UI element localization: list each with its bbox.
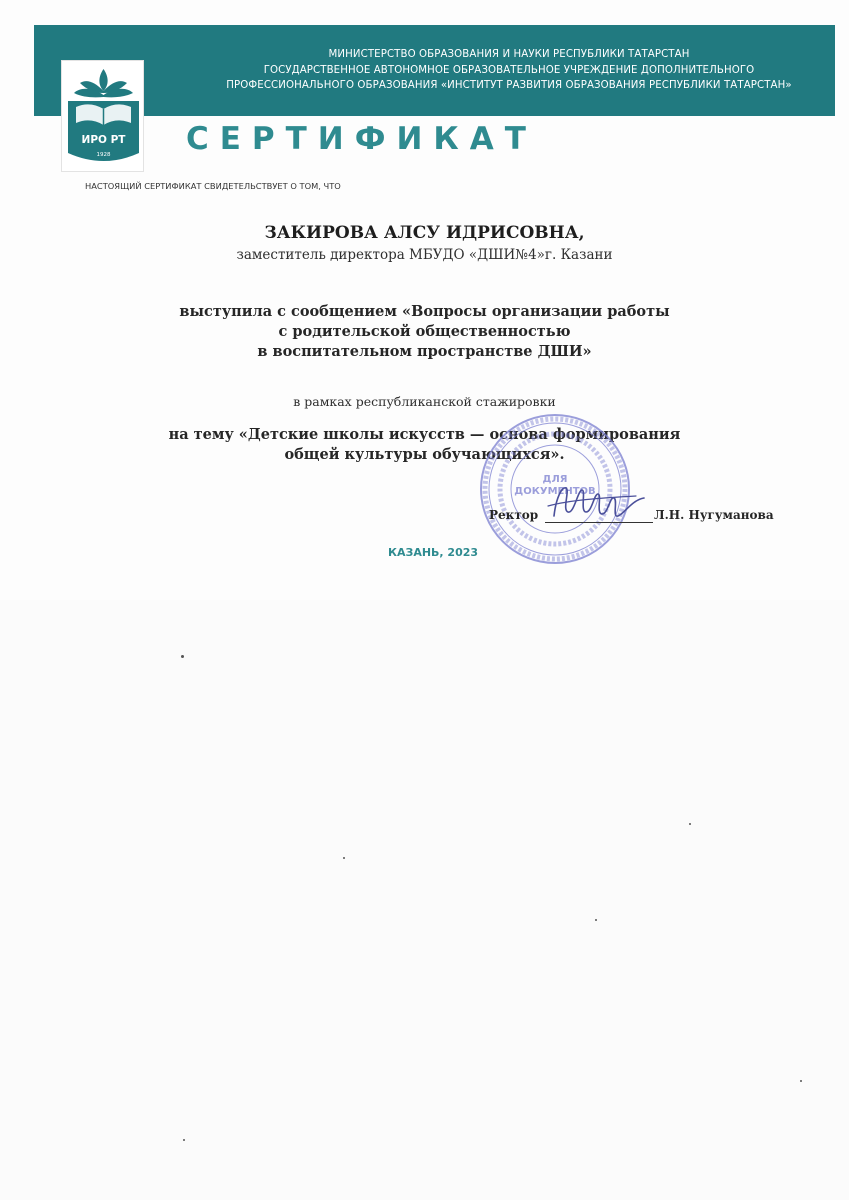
header-band bbox=[34, 25, 835, 116]
scan-speck bbox=[183, 1139, 185, 1141]
iro-logo bbox=[61, 60, 144, 172]
signatory-role: Ректор bbox=[489, 508, 539, 522]
report-title bbox=[0, 302, 849, 362]
scan-speck bbox=[689, 823, 691, 825]
scan-speck bbox=[595, 919, 597, 921]
event-topic bbox=[0, 425, 849, 465]
recipient-position: заместитель директора МБУДО «ДШИ№4»г. Казани bbox=[236, 247, 613, 263]
signature-line bbox=[545, 522, 653, 523]
scan-speck bbox=[800, 1080, 802, 1082]
header-line-ministry: МИНИСТЕРСТВО ОБРАЗОВАНИЯ И НАУКИ РЕСПУБЛИКИ ТАТАРСТАН bbox=[328, 49, 690, 60]
stamp-text-line-2: ДОКУМЕНТОВ bbox=[514, 486, 596, 497]
header-line-institution-type: ГОСУДАРСТВЕННОЕ АВТОНОМНОЕ ОБРАЗОВАТЕЛЬНОЕ УЧРЕЖДЕНИЕ ДОПОЛНИТЕЛЬНОГО bbox=[263, 64, 755, 76]
report-line-2: с родительской общественностью bbox=[278, 323, 571, 340]
header-line-institution-name: ПРОФЕССИОНАЛЬНОГО ОБРАЗОВАНИЯ «ИНСТИТУТ РАЗВИТИЯ ОБРАЗОВАНИЯ РЕСПУБЛИКИ ТАТАРСТАН» bbox=[226, 80, 792, 91]
topic-line-2: общей культуры обучающихся». bbox=[284, 446, 565, 463]
intro-statement: НАСТОЯЩИЙ СЕРТИФИКАТ СВИДЕТЕЛЬСТВУЕТ О ТОМ, ЧТО bbox=[85, 181, 341, 191]
signatory-name: Л.Н. Нугуманова bbox=[654, 508, 774, 522]
certificate-title: СЕРТИФИКАТ bbox=[186, 121, 537, 157]
stamp-text-line-1: ДЛЯ bbox=[542, 474, 568, 485]
header-text bbox=[184, 47, 834, 94]
report-line-1: выступила с сообщением «Вопросы организации работы bbox=[179, 303, 670, 320]
logo-year: 1928 bbox=[96, 152, 111, 158]
scan-speck bbox=[343, 857, 345, 859]
logo-label: ИРО РТ bbox=[81, 134, 126, 146]
city-year: КАЗАНЬ, 2023 bbox=[388, 546, 479, 559]
scan-speck bbox=[181, 655, 184, 658]
topic-line-1: на тему «Детские школы искусств — основа формирования bbox=[168, 426, 681, 443]
event-frame: в рамках республиканской стажировки bbox=[293, 394, 556, 409]
handwritten-signature bbox=[540, 476, 660, 526]
report-line-3: в воспитательном пространстве ДШИ» bbox=[257, 343, 592, 360]
recipient-name: ЗАКИРОВА АЛСУ ИДРИСОВНА, bbox=[264, 223, 585, 243]
